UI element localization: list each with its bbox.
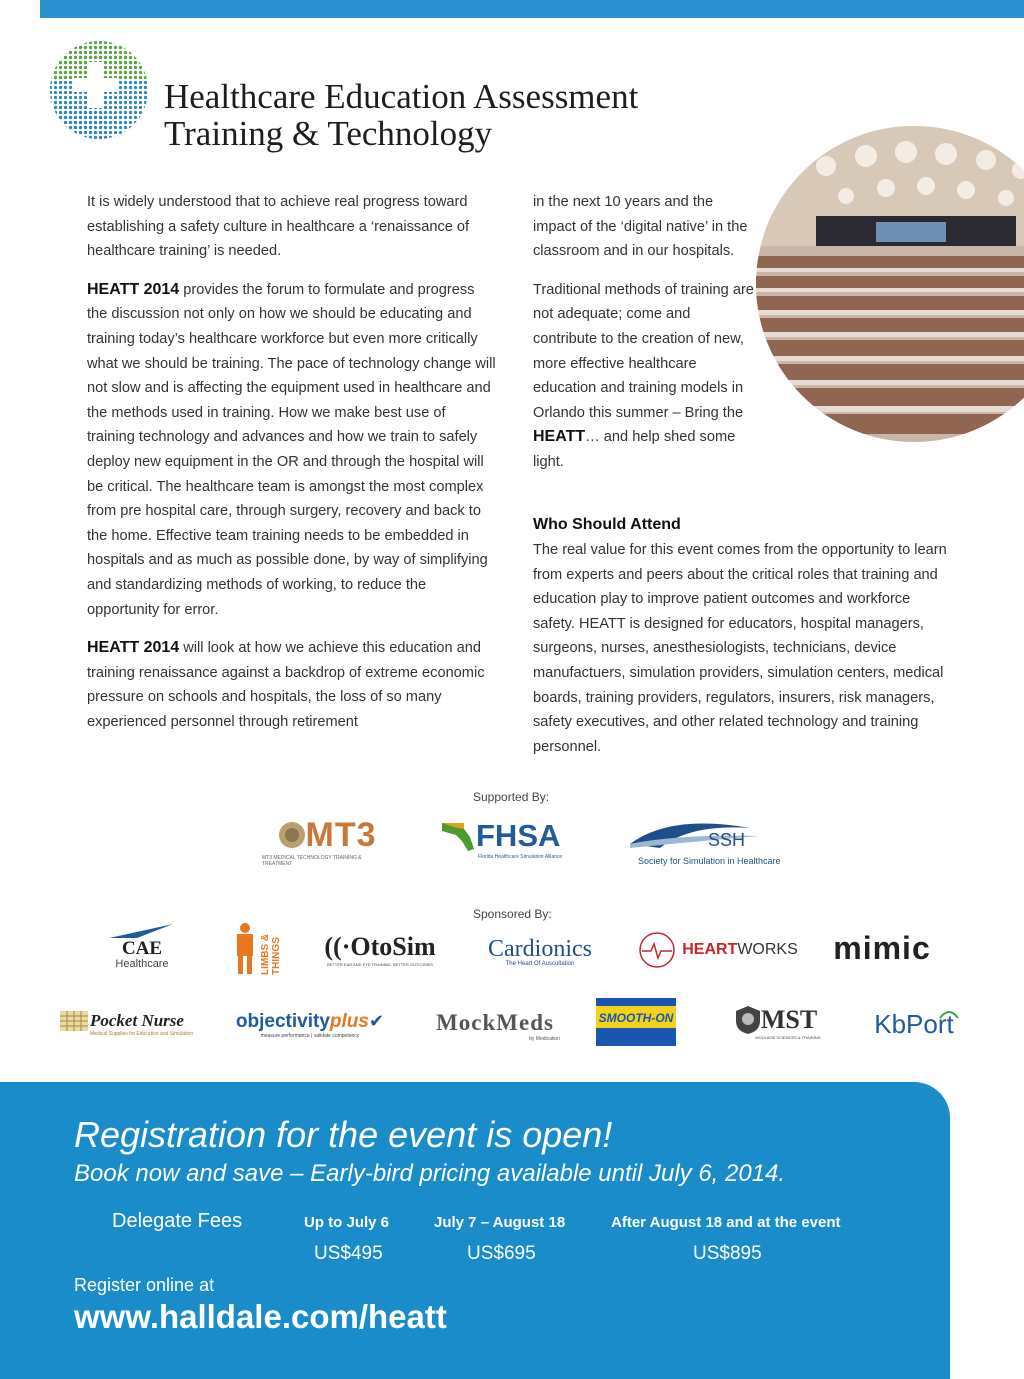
delegate-fees-label: Delegate Fees	[112, 1210, 243, 1232]
heartworks-logo	[636, 930, 800, 970]
heatt-2014-emphasis: HEATT 2014	[87, 639, 180, 657]
mockmeds-tagline: by Medication	[529, 1036, 560, 1042]
mimic-logo	[830, 926, 934, 970]
objectivity-plus-logo	[232, 1008, 388, 1042]
heatt-emphasis: HEATT	[533, 428, 586, 446]
objectivity-plus-wordmark: plus	[329, 1011, 369, 1032]
pocket-nurse-tagline: Medical Supplies for Education and Simulation	[90, 1031, 194, 1037]
mst-wordmark: MST	[760, 1004, 818, 1034]
tier-2-label: July 7 – August 18	[434, 1214, 566, 1231]
cardionics-wordmark: Cardionics	[488, 936, 592, 962]
fhsa-wordmark: FHSA	[476, 818, 561, 853]
mst-shield-icon	[735, 1005, 761, 1035]
mst-tagline: MOULAGE SCIENCES & TRAINING	[755, 1034, 821, 1040]
registration-headline: Registration for the event is open!	[74, 1114, 613, 1155]
limbs-things-wordmark: LIMBS & THINGS	[260, 933, 282, 975]
who-should-attend-section	[533, 512, 953, 759]
heatt-forum-paragraph	[87, 278, 497, 622]
pocket-nurse-wordmark: Pocket Nurse	[90, 1011, 184, 1030]
cae-wordmark: CAE	[121, 938, 163, 959]
works-wordmark: WORKS	[737, 941, 798, 958]
tier-1-price: US$495	[314, 1243, 383, 1264]
mockmeds-wordmark: MockMeds	[436, 1010, 554, 1035]
signal-arc-icon	[938, 1006, 960, 1020]
kbport-logo	[862, 1006, 966, 1042]
fhsa-tagline: Florida Healthcare Simulation Alliance	[478, 854, 563, 860]
traditional-methods-text: Traditional methods of training are not adequate; come and contribute to the creation of new, more effective healthcare education and training models in Orlando this summer – Bring the	[533, 281, 754, 421]
tier-3-price: US$895	[693, 1243, 762, 1264]
otosim-logo	[318, 928, 442, 970]
checkmark-icon: ✔	[368, 1011, 385, 1031]
who-should-attend-heading: Who Should Attend	[533, 516, 681, 533]
pocket-nurse-grid-icon	[60, 1011, 88, 1031]
continuation-column	[533, 190, 758, 489]
register-online-label: Register online at	[74, 1275, 215, 1295]
top-accent-bar	[40, 0, 1024, 18]
mst-logo	[722, 1002, 830, 1042]
ssh-tagline: Society for Simulation in Healthcare	[638, 856, 781, 866]
tier-3-label: After August 18 and at the event	[611, 1214, 841, 1231]
ssh-logo	[630, 814, 781, 870]
title-line-2: Training & Technology	[164, 114, 493, 153]
ssh-wordmark: SSH	[708, 830, 746, 850]
heatt-renaissance-paragraph	[87, 636, 497, 734]
otosim-wordmark: ((·OtoSim	[324, 931, 436, 961]
registration-banner	[0, 1082, 950, 1379]
who-should-attend-body: The real value for this event comes from the opportunity to learn from experts and peers about the critical roles that training and education play to improve patient outcomes and workforce safety. HEATT is designed for educators, hospital managers, surgeons, nurses, anesthesiologists, technicians, device manufactuers, simulation providers, simulation centers, medical boards, training providers, regulators, insurers, risk managers, safety executives, and other related technology and training personnel.	[533, 542, 947, 755]
heatt-2014-emphasis: HEATT 2014	[87, 280, 180, 298]
registration-subhead: Book now and save – Early-bird pricing available until July 6, 2014.	[74, 1160, 786, 1187]
smooth-on-wordmark: SMOOTH-ON	[598, 1011, 674, 1025]
pocket-nurse-logo	[60, 1008, 208, 1040]
supported-by-label: Supported By:	[473, 790, 550, 804]
intro-column	[87, 190, 497, 748]
human-figure-icon	[230, 921, 260, 975]
otosim-name: OtoSim	[350, 931, 436, 961]
limbs-things-logo	[228, 920, 284, 976]
smooth-on-logo	[596, 998, 676, 1046]
mockmeds-logo	[422, 1008, 568, 1044]
heartbeat-circle-icon	[638, 931, 676, 969]
heatt-forum-text: provides the forum to formulate and progress the discussion not only on how we should be educating and training today’s healthcare workforce but even more critically what we should be training. The pace of technology change will not slow and is affecting the equipment used in healthcare and the methods used in training. How we make best use of training technology and advances and how we train to safely deploy new equipment in the OR and through the hospital will be critical. The healthcare team is amongst the most complex from pre hospital care, through surgery, recovery and back to the home. Effective team training needs to be embedded in hospitals and as much as possible done, by way of simplifying and standardizing methods of working, to reduce the opportunity for error.	[87, 281, 496, 618]
traditional-methods-paragraph	[533, 278, 758, 475]
cardionics-logo	[474, 932, 606, 972]
globe-cross-logo-icon	[48, 40, 150, 140]
tier-1-label: Up to July 6	[304, 1214, 390, 1231]
otosim-tagline: BETTER EAR AND EYE TRAINING. BETTER OUTCOMES	[327, 961, 433, 967]
cae-tagline: Healthcare	[115, 958, 169, 970]
objectivity-wordmark: objectivity	[235, 1011, 330, 1032]
mt3-wordmark: MT3	[305, 815, 377, 854]
digital-native-paragraph: in the next 10 years and the impact of the ‘digital native’ in the classroom and in our hospitals.	[533, 194, 748, 260]
mimic-wordmark: mimic	[833, 929, 931, 966]
intro-paragraph: It is widely understood that to achieve real progress toward establishing a safety culture in healthcare a ‘renaissance of healthcare training’ is needed.	[87, 194, 470, 260]
tier-2-price: US$695	[467, 1243, 536, 1264]
title-line-1: Healthcare Education Assessment	[164, 77, 639, 116]
mt3-logo	[262, 815, 392, 867]
shed-light-text: … and help shed some light.	[533, 429, 736, 470]
cae-healthcare-logo	[92, 918, 192, 974]
mt3-emblem-icon	[278, 821, 306, 849]
conference-photo	[756, 126, 1024, 442]
kbport-wordmark: KbPort	[874, 1008, 954, 1039]
sponsored-by-label: Sponsored By:	[473, 907, 552, 921]
mt3-tagline: MT3 MEDICAL TECHNOLOGY TRAINING & TREATMENT	[262, 854, 362, 867]
florida-map-icon	[440, 819, 476, 853]
heatt-renaissance-text: will look at how we achieve this education and training renaissance against a backdrop of extreme economic pressure on schools and hospitals, the loss of so many experienced personnel through retirement	[87, 640, 485, 730]
page-title	[164, 78, 638, 152]
heart-wordmark: HEART	[682, 941, 738, 958]
fhsa-logo	[440, 818, 574, 860]
registration-url-link[interactable]: www.halldale.com/heatt	[74, 1298, 447, 1335]
cardionics-tagline: The Heart Of Auscultation	[505, 961, 575, 967]
objectivity-tagline: measure performance | validate competency	[260, 1033, 360, 1039]
